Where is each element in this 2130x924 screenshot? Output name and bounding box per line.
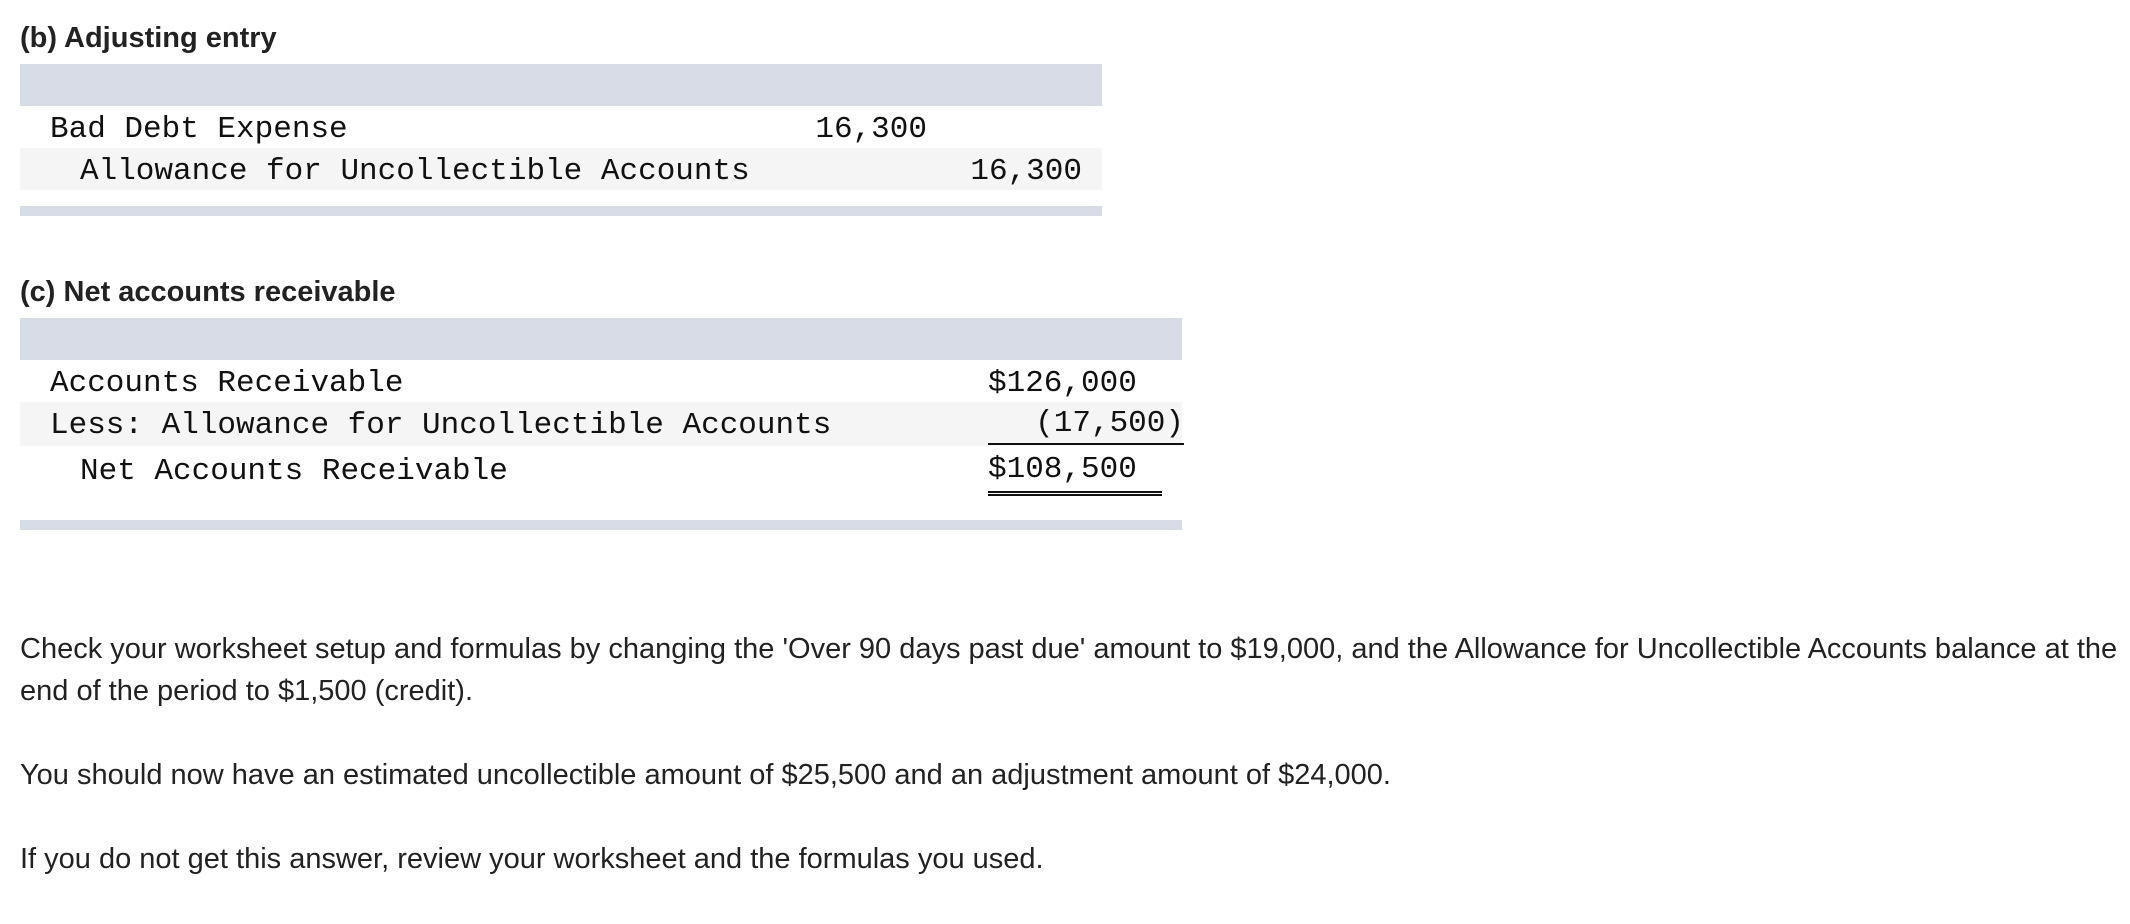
adjusting-entry-table (20, 64, 1102, 218)
table-footer-band (20, 206, 1102, 216)
table-row (20, 148, 1102, 190)
table-row (20, 106, 1102, 148)
table-footer-band (20, 520, 1182, 530)
section-c-title: (c) Net accounts receivable (20, 276, 396, 308)
table-row (20, 360, 1182, 402)
table-header-band (20, 318, 1182, 360)
line-label: Less: Allowance for Uncollectible Accounts (50, 408, 832, 443)
total-amount: $108,500 (988, 452, 1162, 496)
table-header-band (20, 64, 1102, 106)
account-name: Allowance for Uncollectible Accounts (80, 154, 750, 189)
section-b-title: (b) Adjusting entry (20, 22, 277, 54)
instruction-paragraph: You should now have an estimated uncollectible amount of $25,500 and an adjustment amount of $24,000. (20, 759, 1391, 791)
instruction-paragraph: If you do not get this answer, review your worksheet and the formulas you used. (20, 843, 1044, 875)
net-receivable-table (20, 318, 1182, 534)
line-label: Net Accounts Receivable (80, 454, 508, 489)
line-label: Accounts Receivable (50, 366, 404, 401)
credit-amount: 16,300 (970, 154, 1082, 189)
table-row (20, 446, 1182, 510)
account-name: Bad Debt Expense (50, 112, 348, 147)
table-row (20, 402, 1182, 446)
line-amount: (17,500) (988, 406, 1184, 445)
debit-amount: 16,300 (815, 112, 927, 147)
instruction-paragraph: Check your worksheet setup and formulas by changing the 'Over 90 days past due' amount to $19,000, and the Allowance for Uncollectible Accounts balance at the end of the period to $1,500 (credit). (20, 633, 2118, 707)
line-amount: $126,000 (988, 366, 1137, 401)
